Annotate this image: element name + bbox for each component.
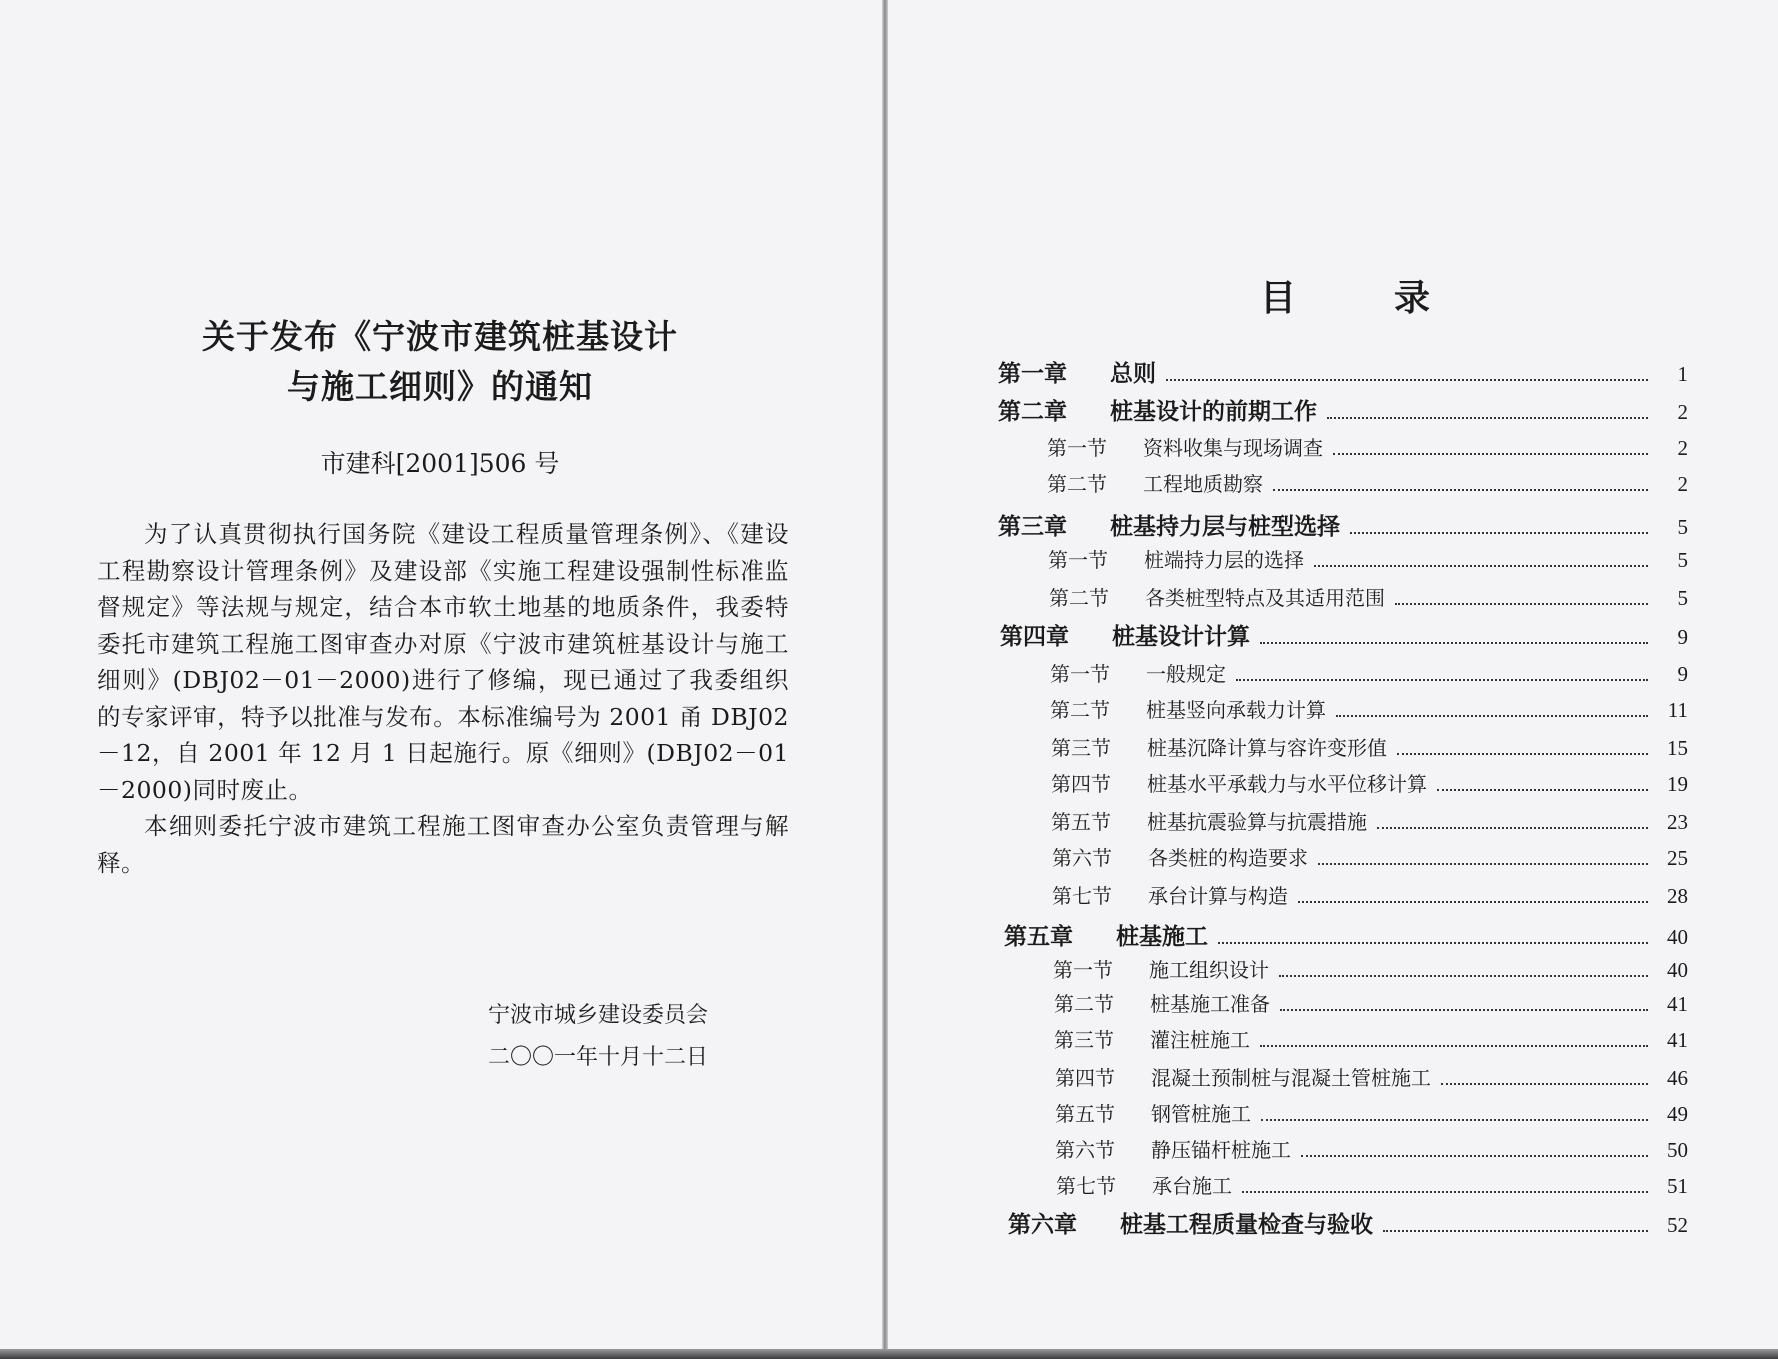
toc-page-number: 46 [1667,1066,1688,1090]
toc-section-entry [1056,1170,1688,1199]
toc-dot-leader [1298,900,1648,903]
toc-page-number: 50 [1667,1138,1688,1162]
toc-dot-leader [1236,678,1648,681]
toc-entry-label: 施工组织设计 [1149,958,1269,982]
toc-dot-leader [1301,1154,1648,1157]
toc-dot-leader [1166,378,1648,381]
toc-page-number: 40 [1667,958,1688,982]
toc-entry-label: 各类桩的构造要求 [1148,846,1308,870]
toc-page-number: 28 [1667,884,1688,908]
toc-section-entry [1051,806,1688,835]
toc-entry-label: 桩基工程质量检查与验收 [1120,1212,1373,1238]
toc-section-entry [1052,880,1688,909]
toc-entry-label: 总则 [1110,361,1156,387]
page-bottom-edge [0,1349,1778,1359]
notice-title-line-1: 关于发布《宁波市建筑桩基设计 [202,317,678,356]
toc-dot-leader [1377,826,1648,829]
toc-title-char-2: 录 [1393,278,1430,319]
toc-page-number: 25 [1667,846,1688,870]
toc-section-entry [1055,1062,1688,1091]
toc-section-entry [1055,1098,1688,1127]
toc-page-number: 49 [1667,1102,1688,1126]
toc-dot-leader [1383,1229,1648,1232]
toc-entry-label: 混凝土预制桩与混凝土管桩施工 [1151,1066,1431,1090]
notice-title-line-2: 与施工细则》的通知 [287,367,593,406]
toc-entry-number: 第二节 [1047,472,1107,496]
toc-entry-label: 工程地质勘察 [1143,472,1263,496]
toc-entry-number: 第三节 [1051,736,1111,760]
toc-chapter-entry [998,393,1688,426]
toc-entry-number: 第四章 [1000,624,1069,650]
toc-section-entry [1053,954,1688,983]
toc-entry-number: 第三节 [1054,1028,1114,1052]
toc-page-number: 40 [1667,925,1688,949]
toc-entry-number: 第二节 [1050,698,1110,722]
toc-page-number: 15 [1667,736,1688,760]
toc-dot-leader [1218,941,1648,944]
toc-page-number: 9 [1677,625,1688,649]
toc-entry-label: 资料收集与现场调查 [1143,436,1323,460]
notice-paragraph-1: 为了认真贯彻执行国务院《建设工程质量管理条例》、《建设工程勘察设计管理条例》及建设部《实施工程建设强制性标准监督规定》等法规与规定，结合本市软土地基的地质条件，我委特委托市建筑工程施工图审查办对原《宁波市建筑桩基设计与施工细则》(DBJ02－01－2000)进行了修编，现已通过了我委组织的专家评审，特予以批准与发布。本标准编号为 2001 甬 DBJ02－12，自 2001 年 12 月 1 日起施行。原《细则》(DBJ02－01－2000)同时废止。 [97,520,789,804]
toc-page-number: 19 [1667,772,1688,796]
toc-entry-number: 第五节 [1055,1102,1115,1126]
toc-dot-leader [1441,1082,1648,1085]
toc-section-entry [1054,1024,1688,1053]
toc-dot-leader [1314,564,1648,567]
book-spine [882,0,888,1359]
toc-entry-number: 第六章 [1008,1212,1077,1238]
toc-entry-number: 第一章 [998,361,1067,387]
toc-section-entry [1050,658,1688,687]
toc-dot-leader [1336,714,1648,717]
toc-entry-label: 桩基施工准备 [1150,992,1270,1016]
toc-dot-leader [1260,641,1648,644]
toc-dot-leader [1279,974,1648,977]
toc-page-number: 9 [1677,662,1688,686]
toc-entry-number: 第一节 [1053,958,1113,982]
toc-page-number: 2 [1677,400,1688,424]
toc-section-entry [1047,468,1688,497]
toc-entry-label: 桩基水平承载力与水平位移计算 [1147,772,1427,796]
toc-entry-label: 桩基沉降计算与容许变形值 [1147,736,1387,760]
toc-chapter-entry [1004,918,1688,951]
toc-section-entry [1050,694,1688,723]
toc-dot-leader [1350,531,1648,534]
toc-dot-leader [1397,752,1648,755]
toc-entry-number: 第一节 [1050,662,1110,686]
toc-section-entry [1048,544,1688,573]
toc-entry-label: 桩基设计的前期工作 [1110,399,1317,425]
toc-page-number: 5 [1677,515,1688,539]
toc-entry-number: 第四节 [1051,772,1111,796]
toc-dot-leader [1437,788,1648,791]
toc-entry-number: 第一节 [1047,436,1107,460]
toc-entry-number: 第三章 [998,514,1067,540]
notice-paragraph-2: 本细则委托宁波市建筑工程施工图审查办公室负责管理与解释。 [97,812,789,877]
toc-section-entry [1055,1134,1688,1163]
toc-section-entry [1049,582,1688,611]
toc-entry-number: 第五章 [1004,924,1073,950]
toc-dot-leader [1260,1044,1648,1047]
toc-section-entry [1054,988,1688,1017]
toc-section-entry [1052,842,1688,871]
toc-dot-leader [1333,452,1648,455]
toc-entry-number: 第六节 [1055,1138,1115,1162]
toc-section-entry [1047,432,1688,461]
toc-page-number: 2 [1677,436,1688,460]
toc-page-number: 11 [1667,698,1688,722]
toc-dot-leader [1273,488,1648,491]
toc-entry-label: 桩端持力层的选择 [1144,548,1304,572]
toc-entry-label: 桩基竖向承载力计算 [1146,698,1326,722]
toc-page-number: 23 [1667,810,1688,834]
toc-section-entry [1051,768,1688,797]
toc-entry-label: 桩基抗震验算与抗震措施 [1147,810,1367,834]
toc-entry-number: 第二节 [1049,586,1109,610]
toc-entry-number: 第六节 [1052,846,1112,870]
toc-entry-label: 承台施工 [1152,1174,1232,1198]
toc-entry-number: 第二节 [1054,992,1114,1016]
toc-entry-number: 第七节 [1052,884,1112,908]
toc-dot-leader [1327,416,1648,419]
toc-dot-leader [1261,1118,1648,1121]
toc-page-number: 5 [1677,548,1688,572]
toc-entry-number: 第四节 [1055,1066,1115,1090]
toc-title-char-1: 目 [1260,278,1297,319]
toc-entry-label: 各类桩型特点及其适用范围 [1145,586,1385,610]
toc-entry-label: 一般规定 [1146,662,1226,686]
toc-chapter-entry [1008,1206,1688,1239]
toc-entry-label: 桩基设计计算 [1112,624,1250,650]
toc-entry-number: 第二章 [998,399,1067,425]
toc-dot-leader [1242,1190,1648,1193]
toc-page-number: 2 [1677,472,1688,496]
toc-entry-label: 承台计算与构造 [1148,884,1288,908]
toc-page-number: 41 [1667,992,1688,1016]
toc-dot-leader [1395,602,1648,605]
toc-chapter-entry [998,508,1688,541]
issuer-name: 宁波市城乡建设委员会 [488,1003,709,1028]
document-number: 市建科[2001]506 号 [320,449,560,478]
toc-chapter-entry [998,355,1688,388]
toc-entry-label: 桩基持力层与桩型选择 [1110,514,1340,540]
toc-entry-label: 钢管桩施工 [1151,1102,1251,1126]
toc-section-entry [1051,732,1688,761]
toc-entry-label: 灌注桩施工 [1150,1028,1250,1052]
issue-date: 二〇〇一年十月十二日 [488,1045,709,1070]
toc-dot-leader [1318,862,1648,865]
toc-page-number: 5 [1677,586,1688,610]
toc-page-number: 52 [1667,1213,1688,1237]
toc-page-number: 1 [1677,362,1688,386]
toc-entry-label: 静压锚杆桩施工 [1151,1138,1291,1162]
toc-dot-leader [1280,1008,1648,1011]
toc-page-number: 41 [1667,1028,1688,1052]
toc-entry-number: 第一节 [1048,548,1108,572]
toc-chapter-entry [1000,618,1688,651]
toc-entry-number: 第五节 [1051,810,1111,834]
toc-entry-label: 桩基施工 [1116,924,1208,950]
toc-page-number: 51 [1667,1174,1688,1198]
toc-entry-number: 第七节 [1056,1174,1116,1198]
